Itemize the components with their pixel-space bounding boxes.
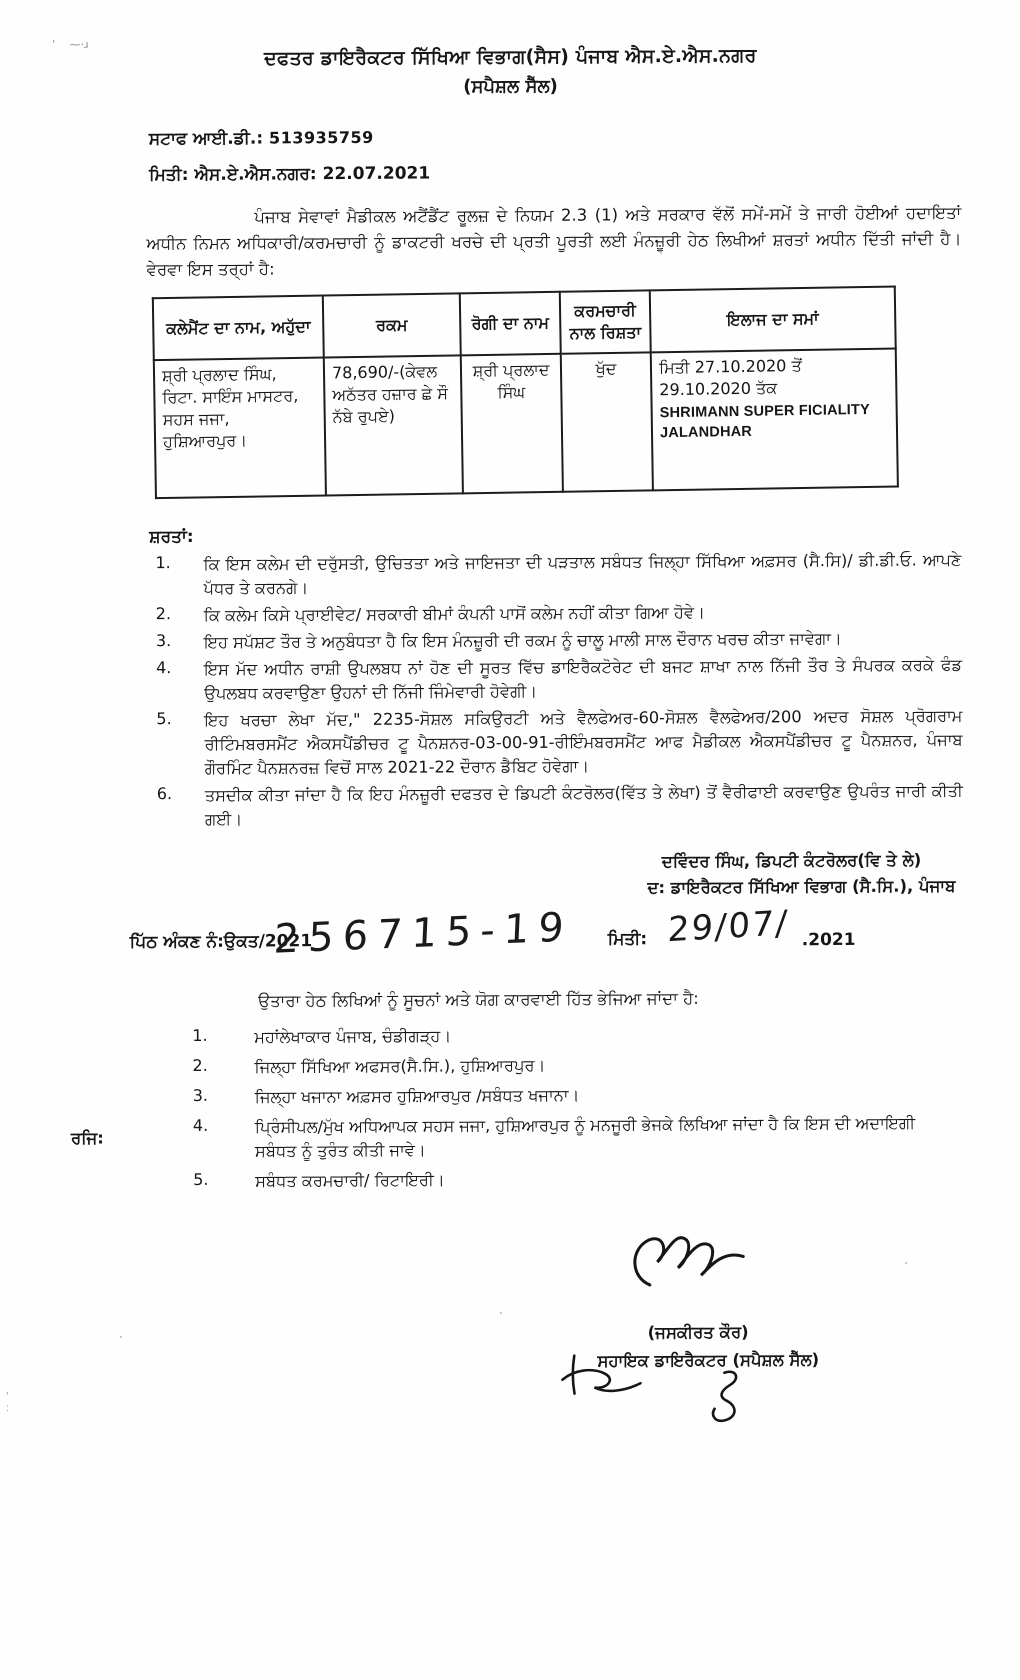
recipient-number: 4. [192,1115,209,1135]
condition-text: ਕਿ ਕਲੇਮ ਕਿਸੇ ਪ੍ਰਾਈਵੇਟ/ ਸਰਕਾਰੀ ਬੀਮਾਂ ਕੰਪਨੀ ਪਾਸੋਂ ਕਲੇਮ ਨਹੀਂ ਕੀਤਾ ਗਿਆ ਹੋਵੇ। [203,602,706,625]
recipient-text: ਜਿਲ੍ਹਾ ਸਿੱਖਿਆ ਅਫਸਰ(ਸੈ.ਸਿ.), ਹੁਸ਼ਿਆਰਪੁਰ। [254,1055,546,1077]
footer-signature-block [7,1217,1020,1443]
signing-officer-block [5,847,955,905]
office-subtitle: (ਸਪੈਸ਼ਲ ਸੈੱਲ) [463,75,558,98]
office-title: ਦਫਤਰ ਡਾਇਰੈਕਟਰ ਸਿੱਖਿਆ ਵਿਭਾਗ(ਸੈਸ) ਪੰਜਾਬ ਐਸ.ਏ.ਐਸ.ਨਗਰ [264,44,757,70]
staff-id-value: 513935759 [268,127,374,148]
condition-item [156,626,962,655]
initials-scribble-icon [556,1349,646,1410]
col-patient: ਰੋਗੀ ਦਾ ਨਾਮ [460,292,561,356]
col-amount: ਰਕਮ [323,293,461,357]
endorsement-year-suffix: .2021 [801,929,856,951]
condition-number: 2. [155,604,172,624]
recipient-item [193,1165,957,1194]
claim-table-wrapper [152,284,1020,500]
conditions-list [155,548,963,832]
recipient-item [193,1081,957,1110]
condition-item [156,599,962,628]
issue-date-line: ਮਿਤੀ: ਐਸ.ਏ.ਐਸ.ਨਗਰ: 22.07.2021 [149,163,431,186]
cell-relation: ਖੁੱਦ [561,352,653,491]
condition-item [155,548,961,601]
intro-paragraph: ਪੰਜਾਬ ਸੇਵਾਵਾਂ ਮੈਡੀਕਲ ਅਟੈਂਡੈਂਟ ਰੂਲਜ਼ ਦੇ ਨਿਯਮ 2.3 (1) ਅਤੇ ਸਰਕਾਰ ਵੱਲੋਂ ਸਮੇਂ-ਸਮੇਂ ਤੇ ਜਾਰੀ ਹੋਈਆਂ ਹਦਾਇਤਾਂ ਅਧੀਨ ਨਿਮਨ ਅਧਿਕਾਰੀ/ਕਰਮਚਾਰੀ ਨੂੰ ਡਾਕਟਰੀ ਖਰਚੇ ਦੀ ਪ੍ਰਤੀ ਪੂਰਤੀ ਲਈ ਮੰਨਜ਼ੂਰੀ ਹੇਠ ਲਿਖੀਆਂ ਸ਼ਰਤਾਂ ਅਧੀਨ ਦਿੱਤੀ ਜਾਂਦੀ ਹੈ। ਵੇਰਵਾ ਇਸ ਤਰ੍ਹਾਂ ਹੈ: [146,203,962,280]
endorsement-date-label: ਮਿਤੀ: [607,929,648,950]
condition-text: ਇਸ ਮੱਦ ਅਧੀਨ ਰਾਸ਼ੀ ਉਪਲਬਧ ਨਾਂ ਹੋਣ ਦੀ ਸੂਰਤ ਵਿੱਚ ਡਾਇਰੈਕਟੋਰੇਟ ਦੀ ਬਜਟ ਸ਼ਾਖਾ ਨਾਲ ਨਿੱਜੀ ਤੌਰ ਤੇ ਸੰਪਰਕ ਕਰਕੇ ਫੰਡ ਉਪਲਬਧ ਕਰਵਾਉਣਾ ਉਹਨਾਂ ਦੀ ਨਿੱਜੀ ਜਿੰਮੇਵਾਰੀ ਹੋਵੇਗੀ। [204,655,963,703]
recipient-number: 5. [193,1169,209,1189]
table-row [154,349,898,499]
recipients-list [70,1021,957,1194]
distribution-intro: ਉਤਾਰਾ ਹੇਠ ਲਿਖਿਆਂ ਨੂੰ ਸੂਚਨਾਂ ਅਤੇ ਯੋਗ ਕਾਰਵਾਈ ਹਿੱਤ ਭੇਜਿਆ ਜਾਂਦਾ ਹੈ: [258,988,699,1011]
recipient-text: ਮਹਾਂਲੇਖਾਕਾਰ ਪੰਜਾਬ, ਚੰਡੀਗੜ੍ਹ। [254,1026,452,1047]
recipient-text: ਜਿਲ੍ਹਾ ਖਜਾਨਾ ਅਫ਼ਸਰ ਹੁਸ਼ਿਆਰਪੁਰ /ਸਬੰਧਤ ਖਜਾਨਾ। [254,1085,580,1107]
col-treatment-period: ਇਲਾਜ ਦਾ ਸਮਾਂ [650,287,896,353]
cell-treatment-period [651,349,898,491]
handwritten-date: 29/07/ [666,903,790,951]
recipient-number: 1. [192,1025,208,1045]
scan-artifact-bottom-left: ʹ ׃ [6,1392,9,1414]
cell-amount: 78,690/-(ਕੇਵਲ ਅਠੱਤਰ ਹਜ਼ਾਰ ਛੇ ਸੌ ਨੱਬੇ ਰੁਪਏ) [324,355,463,495]
footer-signatory-name: (ਜਸਕੀਰਤ ਕੌਰ) [647,1322,749,1343]
condition-number: 6. [156,784,173,804]
condition-text: ਇਹ ਖਰਚਾ ਲੇਖਾ ਮੱਦ," 2235-ਸੋਸ਼ਲ ਸਕਿਉਰਟੀ ਅਤੇ ਵੈਲਫੇਅਰ-60-ਸੋਸ਼ਲ ਵੈਲਫੇਅਰ/200 ਅਦਰ ਸੋਸ਼ਲ ਪ੍ਰੋਗਰਾਮ ਰੀਟਿੰਮਬਰਸਮੈਂਟ ਐਕਸਪੈਂਡੀਚਰ ਟੂ ਪੈਨਸ਼ਨਰ-03-00-91-ਰੀਇੰਮਬਰਸਮੈਂਟ ਆਫ ਮੈਡੀਕਲ ਐਕਸਪੈਂਡੀਚਰ ਟੂ ਪੈਨਸ਼ਨਰ, ਪੰਜਾਬ ਗੌਰਮਿੰਟ ਪੈਨਸ਼ਨਰਜ਼ ਵਿਚੋਂ ਸਾਲ 2021-22 ਦੌਰਾਨ ਡੈਬਿਟ ਹੋਵੇਗਾ। [204,706,963,778]
recipient-item [192,1021,956,1050]
signing-officer-name: ਦਵਿੰਦਰ ਸਿੰਘ, ਡਿਪਟੀ ਕੰਟਰੋਲਰ(ਵਿ ਤੇ ਲੇ) [661,850,922,872]
staff-id-label: ਸਟਾਫ ਆਈ.ਡੀ.: [148,128,264,150]
endorsement-number-label: ਪਿੱਠ ਅੰਕਣ ਨੰ:ਉਕਤ/2021 [129,931,313,953]
recipient-text: ਪ੍ਰਿੰਸੀਪਲ/ਮੁੱਖ ਅਧਿਆਪਕ ਸਹਸ ਜਜਾ, ਹੁਸ਼ਿਆਰਪੁਰ ਨੂੰ ਮਨਜੂਰੀ ਭੇਜਕੇ ਲਿਖਿਆ ਜਾਂਦਾ ਹੈ ਕਿ ਇਸ ਦੀ ਅਦਾਇਗੀ ਸਬੰਧਤ ਨੂੰ ਤੁਰੰਤ ਕੀਤੀ ਜਾਵੇ। [254,1113,916,1161]
condition-number: 5. [156,709,172,729]
handwritten-endorsement-number: 256715-19 [272,904,574,963]
condition-number: 1. [155,553,171,573]
cell-claimant: ਸ਼੍ਰੀ ਪ੍ਰਲਾਦ ਸਿੰਘ, ਰਿਟਾ. ਸਾਇੰਸ ਮਾਸਟਰ, ਸਹਸ ਜਜਾ, ਹੁਸ਼ਿਆਰਪੁਰ। [154,357,326,498]
cell-patient: ਸ਼੍ਰੀ ਪ੍ਰਲਾਦ ਸਿੰਘ [461,354,563,494]
hospital-name: SHRIMANN SUPER FICIALITY JALANDHAR [659,401,870,442]
endorsement-line [102,903,1020,977]
recipient-item [193,1111,957,1164]
flourish-scribble-icon [708,1367,744,1427]
signature-scribble-icon [615,1212,754,1316]
conditions-heading: ਸ਼ਰਤਾਂ: [149,526,194,548]
scan-artifact-top-left: ‘ ⁓·ɹ [52,38,89,51]
condition-number: 4. [156,658,172,678]
claim-table [152,286,899,500]
registered-post-label: ਰਜਿ: [70,1128,104,1148]
col-claimant: ਕਲੇਮੈਂਟ ਦਾ ਨਾਮ, ਅਹੁੱਦਾ [153,296,324,361]
condition-number: 3. [155,631,172,651]
condition-text: ਇਹ ਸਪੱਸ਼ਟ ਤੌਰ ਤੇ ਅਨੁਬੰਧਤਾ ਹੈ ਕਿ ਇਸ ਮੰਨਜ਼ੂਰੀ ਦੀ ਰਕਮ ਨੂੰ ਚਾਲੂ ਮਾਲੀ ਸਾਲ ਦੌਰਾਨ ਖਰਚ ਕੀਤਾ ਜਾਵੇਗਾ। [203,628,842,652]
condition-item [156,653,962,706]
staff-id-line [149,124,1020,149]
treatment-dates-line1: ਮਿਤੀ 27.10.2020 ਤੋਂ [658,355,802,378]
condition-text: ਕਿ ਇਸ ਕਲੇਮ ਦੀ ਦਰੁੱਸਤੀ, ਉਚਿਤਤਾ ਅਤੇ ਜਾਇਜਤਾ ਦੀ ਪੜਤਾਲ ਸਬੰਧਤ ਜਿਲ੍ਹਾ ਸਿੱਖਿਆ ਅਫ਼ਸਰ (ਸੈ.ਸਿ)/ ਡੀ.ਡੀ.ਓ. ਆਪਣੇ ਪੱਧਰ ਤੇ ਕਰਨਗੇ। [203,550,962,598]
recipient-item [192,1051,956,1080]
col-relation: ਕਰਮਚਾਰੀ ਨਾਲ ਰਿਸ਼ਤਾ [560,290,651,353]
recipient-number: 3. [192,1085,209,1105]
condition-text: ਤਸਦੀਕ ਕੀਤਾ ਜਾਂਦਾ ਹੈ ਕਿ ਇਹ ਮੰਨਜ਼ੂਰੀ ਦਫਤਰ ਦੇ ਡਿਪਟੀ ਕੰਟਰੋਲਰ(ਵਿੱਤ ਤੇ ਲੇਖਾ) ਤੋਂ ਵੈਰੀਫਾਈ ਕਰਵਾਉਣ ਉਪਰੰਤ ਜਾਰੀ ਕੀਤੀ ਗਈ। [204,781,963,829]
recipient-number: 2. [192,1055,208,1075]
table-header-row [153,287,896,361]
footer-signatory-designation: ਸਹਾਇਕ ਡਾਇਰੈਕਟਰ (ਸਪੈਸ਼ਲ ਸੈੱਲ) [597,1350,820,1371]
treatment-dates-line2: 29.10.2020 ਤੱਕ [659,378,778,400]
condition-item [156,704,962,781]
recipient-text: ਸਬੰਧਤ ਕਰਮਚਾਰੀ/ ਰਿਟਾਇਰੀ। [255,1170,445,1191]
condition-item [157,779,963,832]
signing-officer-designation: ਦ: ਡਾਇਰੈਕਟਰ ਸਿੱਖਿਆ ਵਿਭਾਗ (ਸੈ.ਸਿ.), ਪੰਜਾਬ [647,876,956,898]
